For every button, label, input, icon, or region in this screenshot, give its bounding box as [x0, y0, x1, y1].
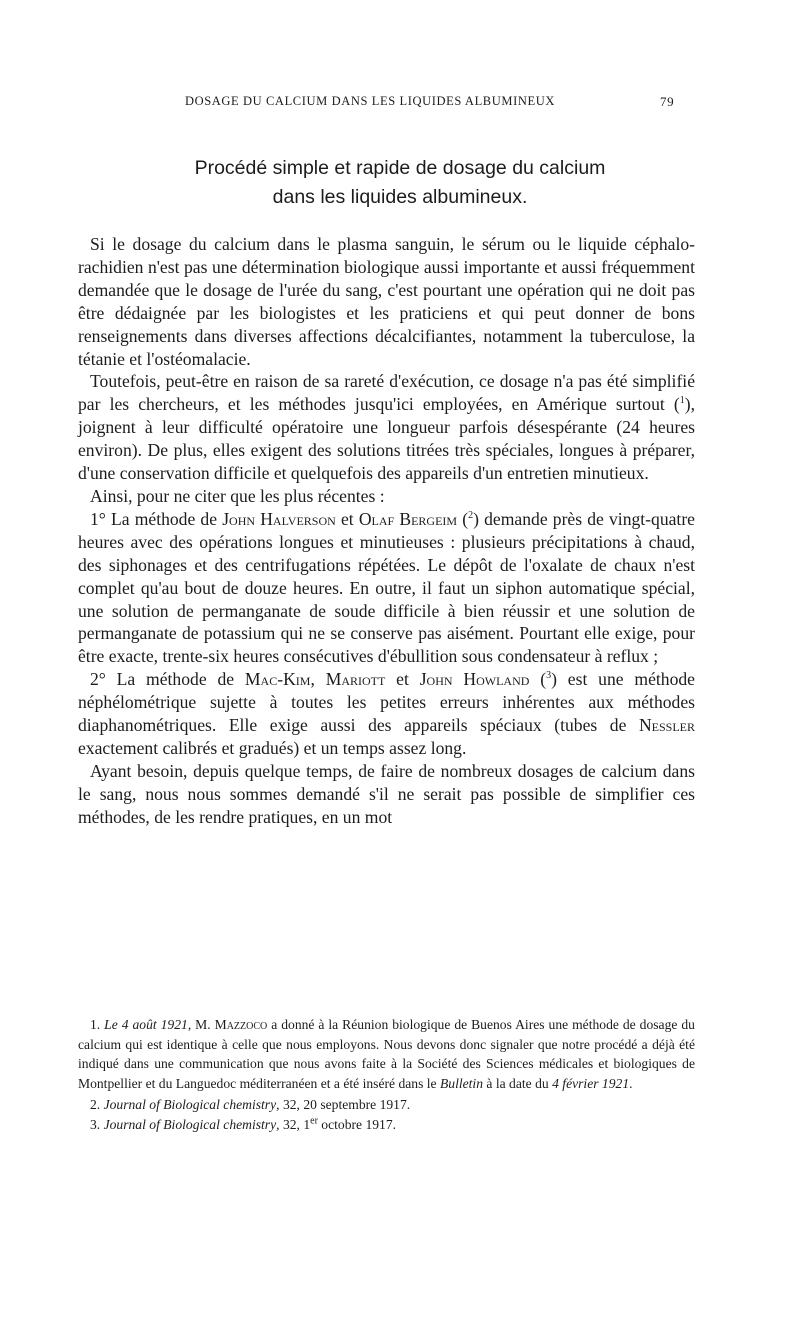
author-halverson: John Halverson — [222, 508, 336, 529]
body-text — [78, 233, 695, 829]
paragraph-2-text-a: Toutefois, peut-être en raison de sa rareté d'exécution, ce dosage n'a pas été simplifié par les chercheurs, et les méthodes jusqu'ici employées, en Amérique surtout ( — [78, 371, 695, 415]
footnote-1-journal: Bulletin — [439, 1075, 484, 1091]
footnote-2-rest: , 32, 20 septembre 1917. — [276, 1097, 411, 1112]
footnote-3-number: 3. — [90, 1116, 104, 1132]
running-head — [0, 94, 800, 114]
paragraph-5 — [78, 668, 695, 760]
paragraph-5-text-b: , — [310, 669, 326, 690]
footnote-1-number: 1. — [90, 1017, 105, 1032]
footnote-2-journal: Journal of Biological chemistry — [103, 1097, 277, 1112]
footnote-3 — [78, 1115, 695, 1135]
article-title-line-1: Procédé simple et rapide de dosage du calcium — [194, 157, 606, 179]
paragraph-5-text-d: ( — [529, 669, 547, 690]
paragraph-3: Ainsi, pour ne citer que les plus récentes : — [90, 485, 385, 506]
footnote-3-text-b: octobre 1917. — [317, 1116, 397, 1132]
author-nessler: Nessler — [638, 715, 695, 736]
footnote-1-author: Mazzoco — [214, 1017, 268, 1032]
footnote-1-text-c: à la date du — [483, 1075, 553, 1091]
footnote-1-date: Le 4 août 1921 — [104, 1017, 188, 1032]
footnote-1-end: . — [629, 1075, 633, 1091]
footnote-3-sup: er — [310, 1114, 318, 1126]
footnote-1-text-b: a donné à la Réunion biologique de Buenos Aires une méthode de dosage du calcium qui est identique à celle que nous employons. Nous devons donc signaler que notre procédé a déjà été indiqué dans une communication que nous avons faite à la Société des Sciences médicales et biologiques de Montpellier et du Languedoc méditerranéen et a été inséré dans le — [78, 1017, 695, 1091]
paragraph-4-text-c: ( — [457, 508, 469, 529]
footnote-3-text-a: , 32, 1 — [276, 1116, 311, 1132]
paragraph-2 — [78, 370, 695, 485]
footnote-ref-1: 1 — [679, 395, 685, 407]
paragraph-4-text-b: et — [335, 508, 359, 529]
footnote-2-number: 2. — [90, 1097, 104, 1112]
author-mac-kim: Mac-Kim — [244, 669, 311, 690]
paragraph-4-text-d: ) demande près de vingt-quatre heures avec des opérations longues et minutieuses : plusieurs précipitations à chaud, des siphonages et des centrifugations répétées. Le dépôt de l'oxalate de chaux n'est complet qu'au bout de douze heures. En outre, il faut un siphon automatique spécial, une solution de permanganate de soude difficile à bien réussir et une solution de permanganate de potassium qui ne se conserve pas aisément. Pourtant elle exige, pour être exacte, trente-six heures consécutives d'ébullition sous condensateur à reflux ; — [78, 508, 695, 667]
paragraph-2-text-b: ), joignent à leur difficulté opératoire une longueur parfois désespérante (24 heures environ). De plus, elles exigent des solutions titrées très spéciales, longues à préparer, d'une conservation difficile et quelquefois des appareils d'un entretien minutieux. — [78, 394, 695, 484]
footnote-2 — [78, 1095, 695, 1115]
paragraph-4 — [78, 508, 695, 668]
footnote-ref-3: 3 — [546, 670, 552, 682]
footnote-3-journal: Journal of Biological chemistry — [103, 1116, 277, 1132]
paragraph-5-text-a: 2° La méthode de — [90, 669, 245, 690]
author-howland: John Howland — [419, 669, 530, 690]
paragraph-5-text-f: exactement calibrés et gradués) et un temps assez long. — [78, 737, 467, 758]
article-title-line-2: dans les liquides albumineux. — [272, 186, 528, 208]
paragraph-4-text-a: 1° La méthode de — [90, 508, 223, 529]
paragraph-5-text-c: et — [385, 669, 420, 690]
author-bergeim: Olaf Bergeim — [358, 508, 458, 529]
paragraph-6: Ayant besoin, depuis quelque temps, de faire de nombreux dosages de calcium dans le sang, nous nous sommes demandé s'il ne serait pas possible de simplifier ces méthodes, de les rendre pratiques, en un mot — [78, 760, 695, 827]
footnote-1-text-a: , M. — [187, 1017, 215, 1032]
footnotes — [78, 1015, 695, 1134]
author-mariott: Mariott — [325, 669, 386, 690]
footnote-1-date-2: 4 février 1921 — [552, 1075, 630, 1091]
footnote-1 — [78, 1015, 695, 1093]
paragraph-1: Si le dosage du calcium dans le plasma sanguin, le sérum ou le liquide céphalo-rachidien n'est pas une détermination biologique aussi importante et aussi fréquemment demandée que le dosage de l'urée du sang, c'est pourtant une opération qui ne doit pas être dédaignée par les biologistes et les praticiens et qui peut donner de bons renseignements dans diverses affections décalcifiantes, notamment la tuberculose, la tétanie et l'ostéomalacie. — [78, 234, 695, 369]
footnote-ref-2: 2 — [468, 510, 474, 522]
article-title — [80, 154, 720, 212]
paragraph-5-text-e: ) est une méthode néphélométrique sujette à toutes les petites erreurs inhérentes aux méthodes diaphanométriques. Elle exige aussi des appareils spéciaux (tubes de — [78, 669, 695, 736]
page-number: 79 — [660, 94, 675, 109]
running-title: DOSAGE DU CALCIUM DANS LES LIQUIDES ALBUMINEUX — [185, 94, 555, 108]
